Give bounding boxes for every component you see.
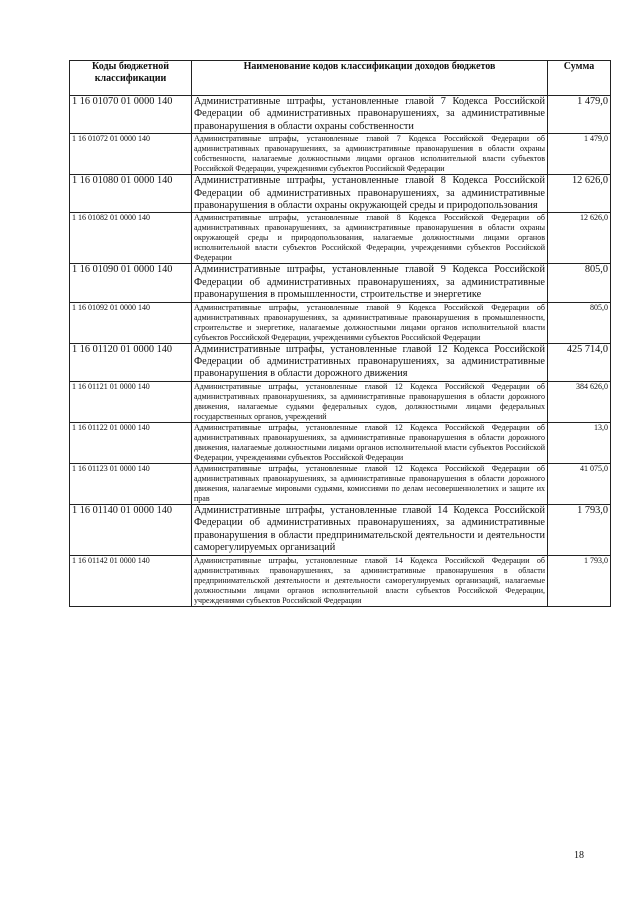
budget-code-cell: 1 16 01123 01 0000 140 <box>70 463 192 504</box>
budget-code-cell: 1 16 01072 01 0000 140 <box>70 134 192 175</box>
amount-cell: 425 714,0 <box>548 343 611 381</box>
table-row <box>70 302 611 343</box>
table-row <box>70 96 611 134</box>
page-number: 18 <box>574 850 584 861</box>
amount-cell: 384 626,0 <box>548 381 611 422</box>
budget-code-cell: 1 16 01092 01 0000 140 <box>70 302 192 343</box>
revenue-name-cell: Административные штрафы, установленные главой 7 Кодекса Российской Федерации об административных правонарушениях, за административные правонарушения в области охраны собственности <box>192 96 548 134</box>
revenue-name-cell: Административные штрафы, установленные главой 12 Кодекса Российской Федерации об административных правонарушениях, за административные правонарушения в области дорожного движения <box>192 343 548 381</box>
revenue-name-cell: Административные штрафы, установленные главой 8 Кодекса Российской Федерации об административных правонарушениях, за административные правонарушения в области охраны окружающей среды и природопользования <box>192 175 548 213</box>
header-sum: Сумма <box>548 61 611 96</box>
budget-code-cell: 1 16 01121 01 0000 140 <box>70 381 192 422</box>
table-row <box>70 264 611 302</box>
revenue-name-cell: Административные штрафы, установленные главой 12 Кодекса Российской Федерации об административных правонарушениях, за административные правонарушения в области дорожного движения, налагаемые мировыми судьями, комиссиями по делам несовершеннолетних и защите их прав <box>192 463 548 504</box>
header-name: Наименование кодов классификации доходов бюджетов <box>192 61 548 96</box>
budget-code-cell: 1 16 01090 01 0000 140 <box>70 264 192 302</box>
budget-code-cell: 1 16 01080 01 0000 140 <box>70 175 192 213</box>
budget-code-cell: 1 16 01122 01 0000 140 <box>70 422 192 463</box>
table-row <box>70 422 611 463</box>
budget-code-cell: 1 16 01142 01 0000 140 <box>70 555 192 606</box>
amount-cell: 1 479,0 <box>548 96 611 134</box>
amount-cell: 805,0 <box>548 264 611 302</box>
amount-cell: 805,0 <box>548 302 611 343</box>
revenue-name-cell: Административные штрафы, установленные главой 8 Кодекса Российской Федерации об административных правонарушениях, за административные правонарушения в области охраны окружающей среды и природопользования, налагаемые должностными лицами органов исполнительной власти субъектов Российской Федерации, учреждениями субъектов Российской Федерации <box>192 213 548 264</box>
table-row <box>70 463 611 504</box>
amount-cell: 12 626,0 <box>548 213 611 264</box>
revenue-name-cell: Административные штрафы, установленные главой 12 Кодекса Российской Федерации об административных правонарушениях, за административные правонарушения в области дорожного движения, налагаемые должностными лицами органов исполнительной власти субъектов Российской Федерации, учреждениями субъектов Российской Федерации <box>192 422 548 463</box>
amount-cell: 41 075,0 <box>548 463 611 504</box>
revenue-name-cell: Административные штрафы, установленные главой 12 Кодекса Российской Федерации об административных правонарушениях, за административные правонарушения в области дорожного движения, налагаемые судьями федеральных судов, должностными лицами федеральных государственных органов, учреждений <box>192 381 548 422</box>
table-body <box>70 96 611 607</box>
amount-cell: 12 626,0 <box>548 175 611 213</box>
budget-code-cell: 1 16 01140 01 0000 140 <box>70 504 192 555</box>
amount-cell: 13,0 <box>548 422 611 463</box>
budget-revenue-table <box>69 60 611 607</box>
amount-cell: 1 793,0 <box>548 504 611 555</box>
table-row <box>70 213 611 264</box>
table-row <box>70 134 611 175</box>
revenue-name-cell: Административные штрафы, установленные главой 7 Кодекса Российской Федерации об административных правонарушениях, за административные правонарушения в области охраны собственности, налагаемые должностными лицами органов исполнительной власти субъектов Российской Федерации, учреждениями субъектов Российской Федерации <box>192 134 548 175</box>
revenue-name-cell: Административные штрафы, установленные главой 14 Кодекса Российской Федерации об административных правонарушениях, за административные правонарушения в области предпринимательской деятельности и деятельности саморегулируемых организаций, налагаемые должностными лицами органов исполнительной власти субъектов Российской Федерации, учреждениями субъектов Российской Федерации <box>192 555 548 606</box>
table-row <box>70 555 611 606</box>
amount-cell: 1 479,0 <box>548 134 611 175</box>
table-row <box>70 381 611 422</box>
revenue-name-cell: Административные штрафы, установленные главой 9 Кодекса Российской Федерации об административных правонарушениях, за административные правонарушения в промышленности, строительстве и энергетике <box>192 264 548 302</box>
budget-code-cell: 1 16 01082 01 0000 140 <box>70 213 192 264</box>
table-row <box>70 343 611 381</box>
budget-code-cell: 1 16 01120 01 0000 140 <box>70 343 192 381</box>
table-row <box>70 175 611 213</box>
amount-cell: 1 793,0 <box>548 555 611 606</box>
table-header-row <box>70 61 611 96</box>
table-row <box>70 504 611 555</box>
revenue-name-cell: Административные штрафы, установленные главой 9 Кодекса Российской Федерации об административных правонарушениях, за административные правонарушения в промышленности, строительстве и энергетике, налагаемые должностными лицами органов исполнительной власти субъектов Российской Федерации, учреждениями субъектов Российской Федерации <box>192 302 548 343</box>
header-codes: Коды бюджетной классификации <box>70 61 192 96</box>
budget-code-cell: 1 16 01070 01 0000 140 <box>70 96 192 134</box>
revenue-name-cell: Административные штрафы, установленные главой 14 Кодекса Российской Федерации об административных правонарушениях, за административные правонарушения в области предпринимательской деятельности и деятельности саморегулируемых организаций <box>192 504 548 555</box>
